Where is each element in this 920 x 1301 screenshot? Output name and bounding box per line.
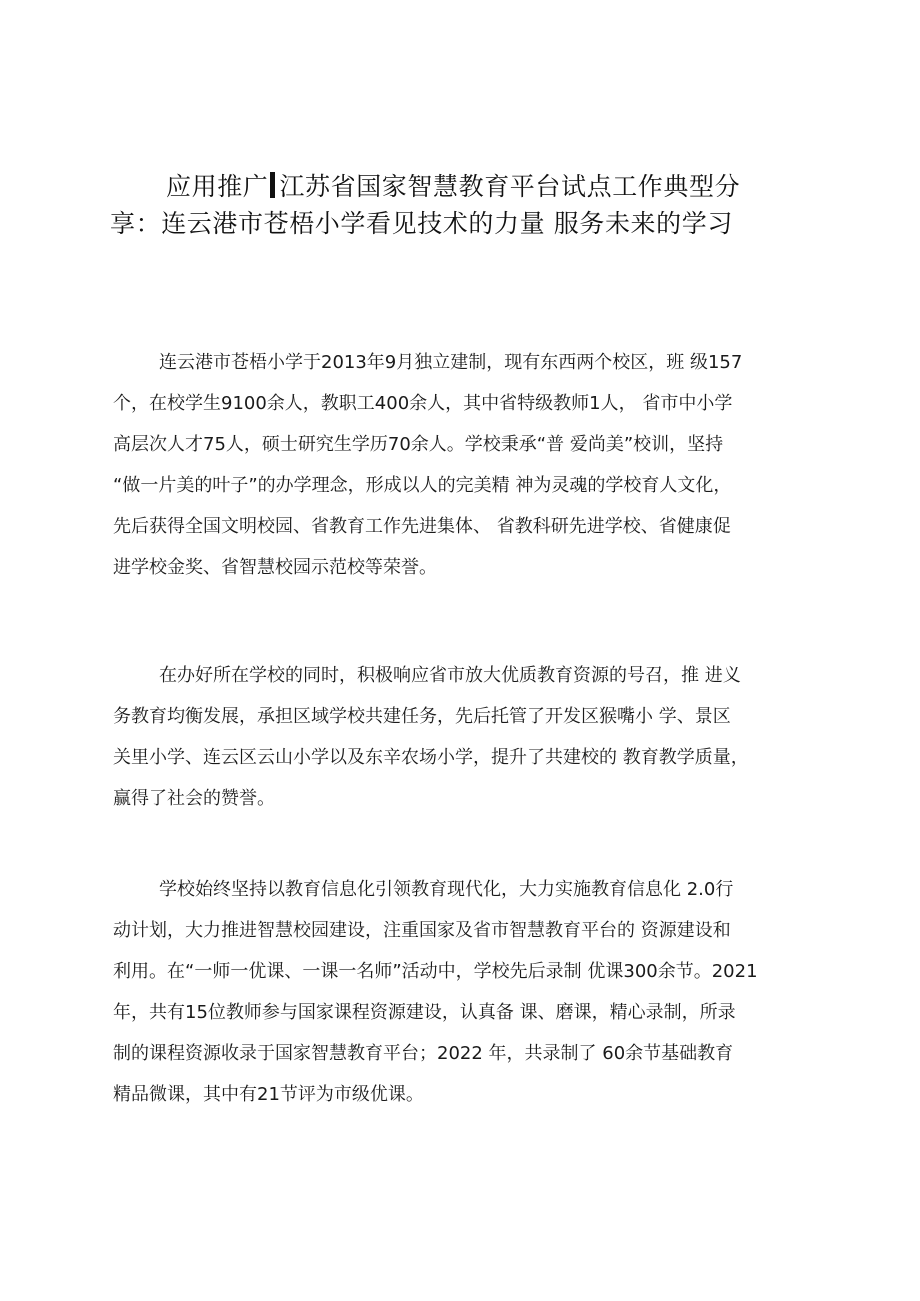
paragraph-line: 个，在校学生9100余人，教职工400余人，其中省特级教师1人， 省市中小学 xyxy=(113,393,733,414)
paragraph-line: 务教育均衡发展，承担区域学校共建任务，先后托管了开发区猴嘴小 学、景区 xyxy=(113,706,731,727)
paragraph-line: 精品微课，其中有21节评为市级优课。 xyxy=(113,1084,424,1105)
paragraph-line: 赢得了社会的赞誉。 xyxy=(113,788,275,809)
title-prefix: 应用推广 xyxy=(166,172,269,201)
paragraph-line: 年，共有15位教师参与国家课程资源建设，认真备 课、磨课，精心录制，所录 xyxy=(113,1002,736,1023)
title-line-1 xyxy=(110,168,810,205)
title-separator-bar xyxy=(270,172,275,198)
paragraph-line: 动计划，大力推进智慧校园建设，注重国家及省市智慧教育平台的 资源建设和 xyxy=(113,920,731,941)
paragraph-line: “做一片美的叶子”的办学理念，形成以人的完美精 神为灵魂的学校育人文化， xyxy=(113,475,732,496)
paragraph-line: 制的课程资源收录于国家智慧教育平台；2022 年，共录制了 60余节基础教育 xyxy=(113,1043,734,1064)
title-main: 江苏省国家智慧教育平台试点工作典型分 xyxy=(279,172,741,201)
title-line-2: 享：连云港市苍梧小学看见技术的力量 服务未来的学习 xyxy=(110,209,733,238)
paragraph-cooperation xyxy=(113,655,813,819)
article-title xyxy=(110,168,810,242)
paragraph-line: 学校始终坚持以教育信息化引领教育现代化，大力实施教育信息化 2.0行 xyxy=(159,879,734,900)
paragraph-line: 进学校金奖、省智慧校园示范校等荣誉。 xyxy=(113,557,437,578)
paragraph-line: 在办好所在学校的同时，积极响应省市放大优质教育资源的号召，推 进义 xyxy=(159,665,741,686)
paragraph-line: 先后获得全国文明校园、省教育工作先进集体、 省教科研先进学校、省健康促 xyxy=(113,516,731,537)
paragraph-line: 关里小学、连云区云山小学以及东辛农场小学，提升了共建校的 教育教学质量， xyxy=(113,747,749,768)
paragraph-line: 高层次人才75人，硕士研究生学历70余人。学校秉承“普 爱尚美”校训，坚持 xyxy=(113,434,724,455)
paragraph-line: 利用。在“一师一优课、一课一名师”活动中，学校先后录制 优课300余节。2021 xyxy=(113,961,758,982)
paragraph-informatization xyxy=(113,869,813,1115)
paragraph-line: 连云港市苍梧小学于2013年9月独立建制，现有东西两个校区，班 级157 xyxy=(159,352,743,373)
paragraph-intro xyxy=(113,342,813,588)
